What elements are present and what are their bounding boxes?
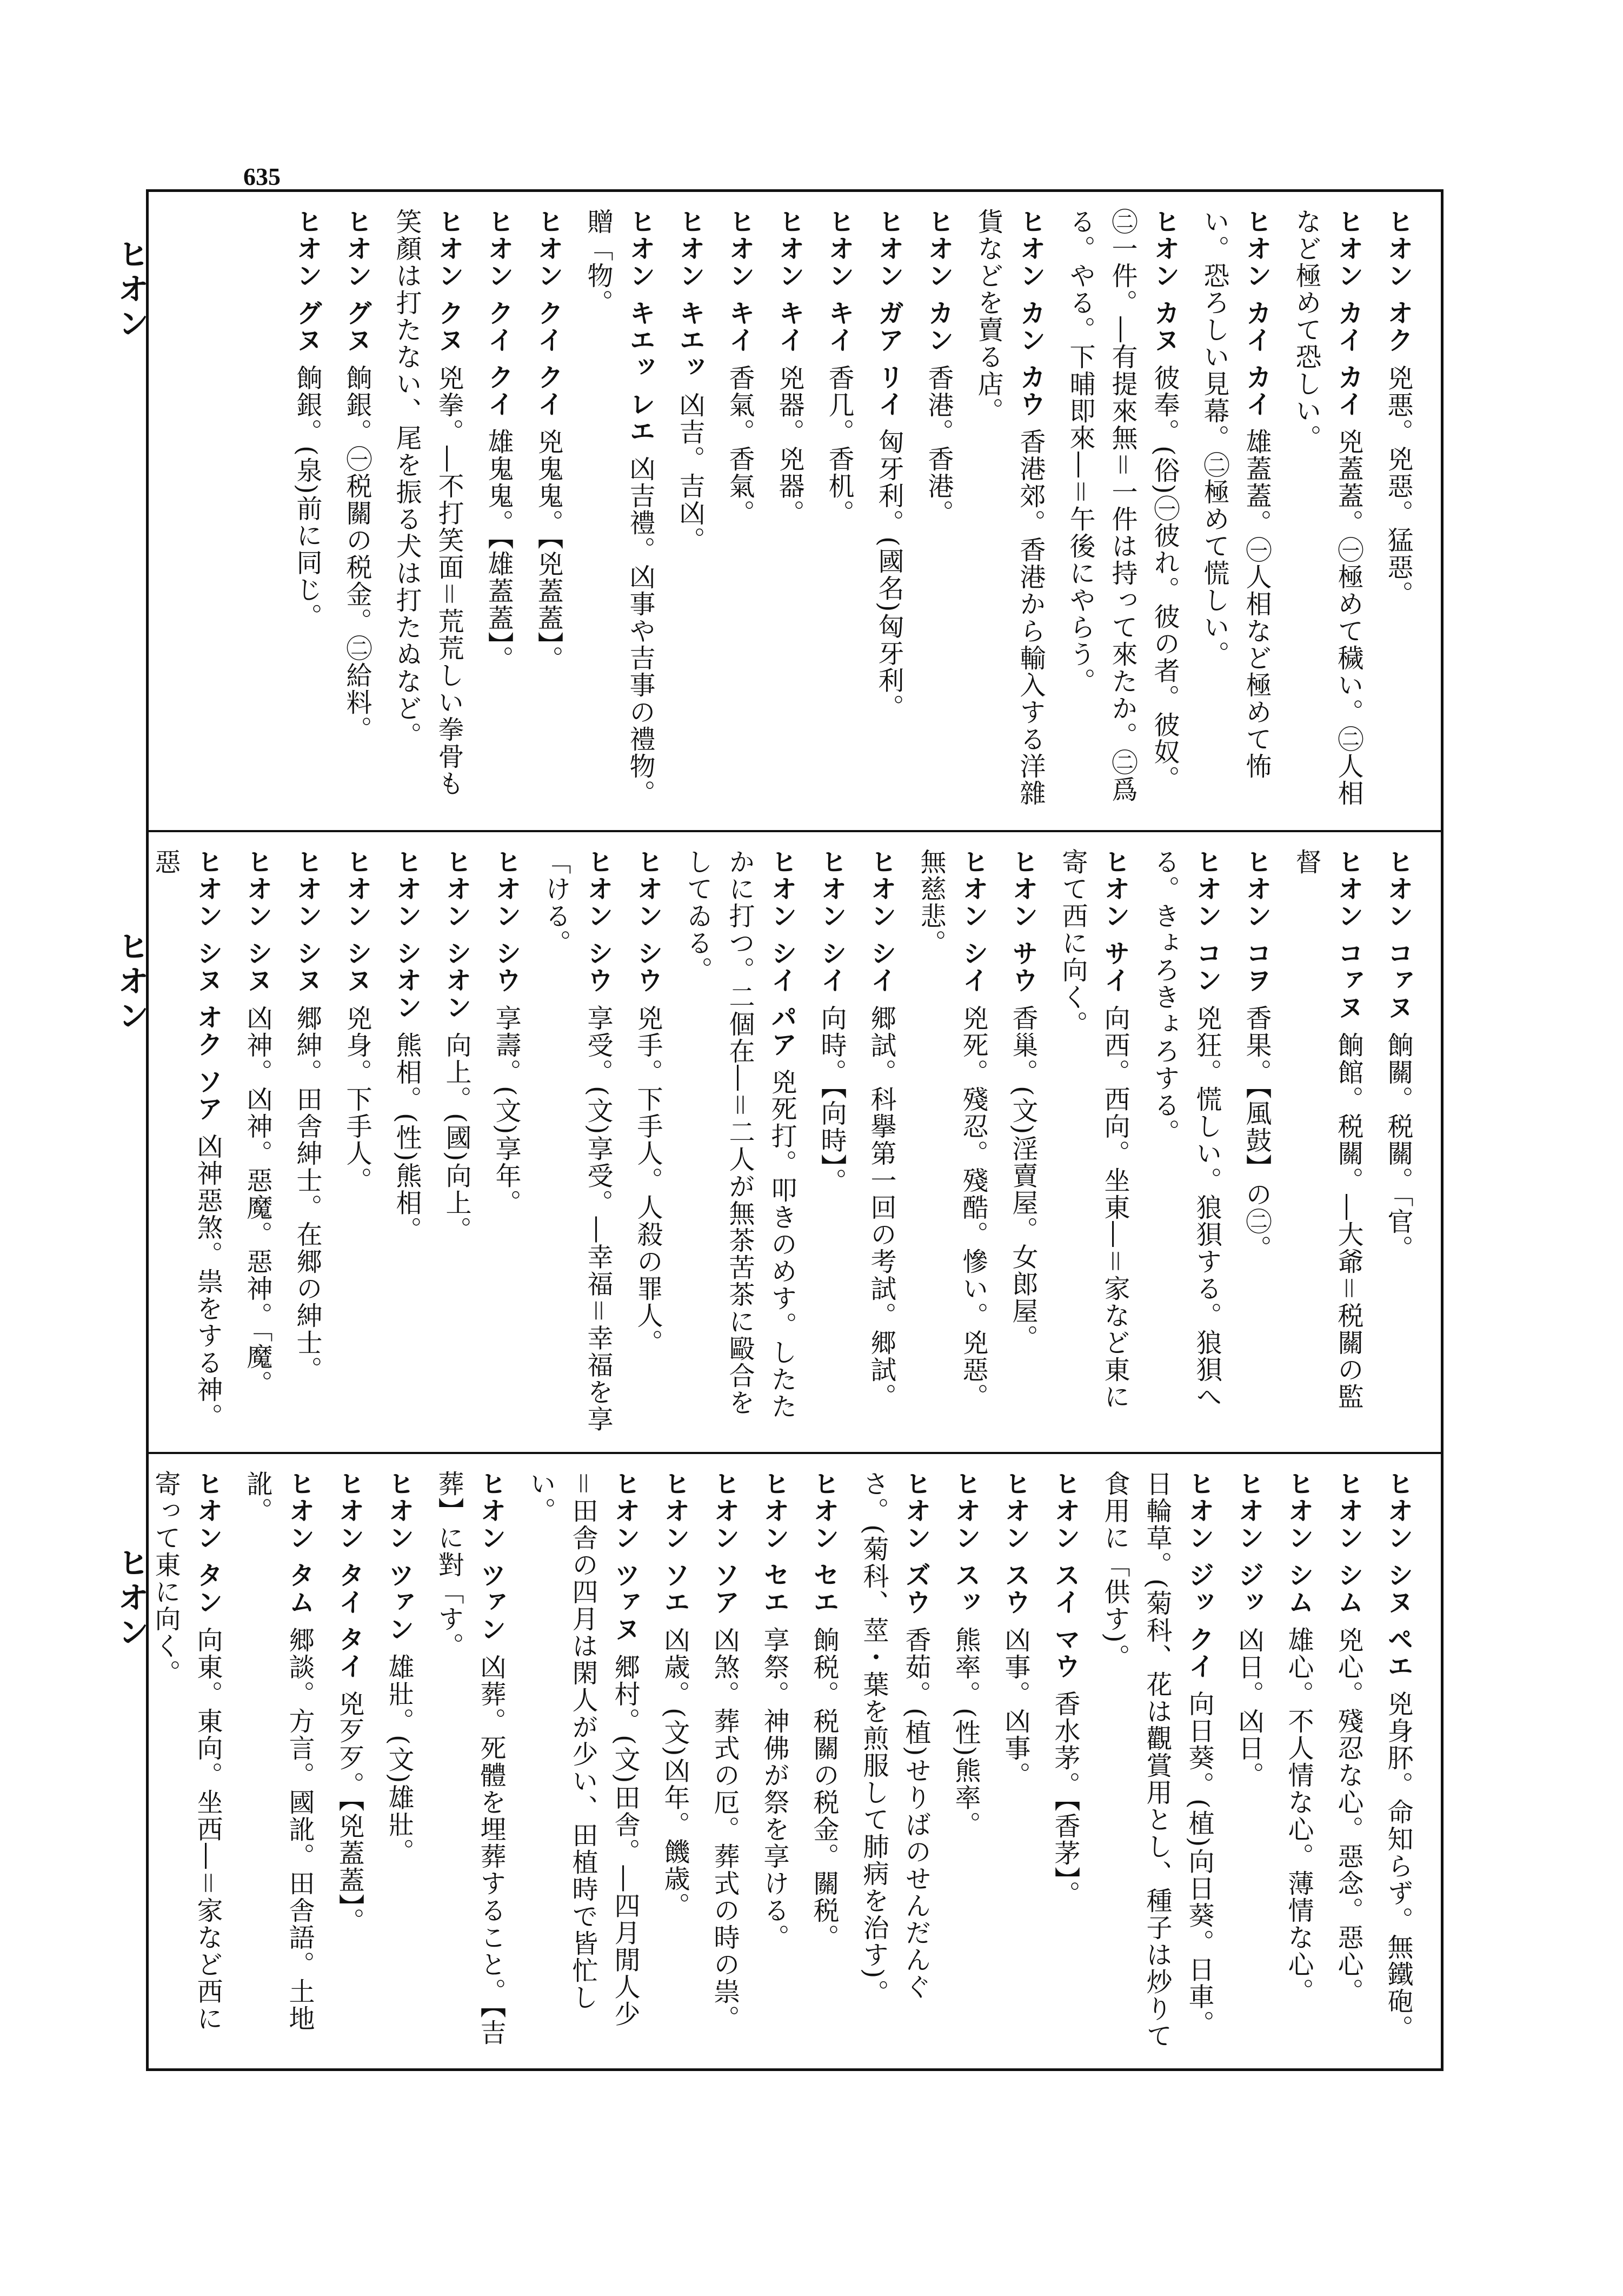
entry-body: 凶神惡煞。祟をする神。惡 [150, 848, 223, 1431]
entry-body: 享祭。神佛が祭を享ける。 [759, 1626, 789, 1951]
entry-body: 凶歳。(文)凶年。饑歳。 [660, 1626, 690, 1920]
entry-head: ヒオン スッ [950, 1470, 981, 1616]
entry-body: 享壽。(文)享年。 [491, 1004, 521, 1217]
dictionary-entry [477, 208, 520, 814]
entry-body: 向東。東向。坐西―＝家など西に寄って東に向く。 [150, 1470, 223, 2032]
entry-head: ヒオン キエッ [675, 208, 705, 381]
entry-head: ヒオン タム [284, 1470, 315, 1616]
entry-head: ヒオン タイ タイ [334, 1470, 364, 1680]
entry-head: ヒオン カン [923, 208, 954, 354]
dictionary-section-3 [149, 1452, 1441, 2068]
dictionary-entry [994, 1470, 1036, 2052]
entry-head: ヒオン シヌ [292, 848, 322, 994]
entry-head: ヒオン オク [1383, 208, 1413, 354]
entry-head: ヒオン シイ [866, 848, 896, 994]
dictionary-entry [1094, 1470, 1220, 2052]
entry-head: ヒオン コァヌ [1333, 848, 1363, 1021]
side-label-middle: ヒオン [112, 930, 149, 1034]
entry-body: 餉銀。(泉)前に同じ。 [292, 364, 322, 631]
entry-body: 郷試。科擧第一回の考試。郷試。 [866, 1004, 896, 1410]
dictionary-entry [1143, 848, 1228, 1436]
dictionary-entry [149, 1470, 229, 2052]
entry-body: 餉館。税關。―大爺＝税關の監督 [1291, 848, 1363, 1410]
entry-body: 向西。西向。坐東―＝家など東に寄て西に向く。 [1057, 848, 1130, 1410]
side-label-bottom: ヒオン [112, 1547, 149, 1650]
dictionary-entry [1377, 848, 1419, 1436]
dictionary-entry [1059, 208, 1186, 814]
entry-body: 餉税。税關の税金。關税。 [809, 1626, 839, 1951]
dictionary-entry [676, 848, 803, 1436]
entry-head: ヒオン ジッ クイ [1184, 1470, 1214, 1680]
entry-body: 凶日。凶日。 [1234, 1626, 1264, 1789]
dictionary-entry [669, 208, 711, 814]
entry-body: 兇歹歹。【兇蓋蓋】。 [334, 1690, 364, 1935]
dictionary-entry [1285, 848, 1369, 1436]
entry-head: ヒオン ツァヌ [610, 1470, 640, 1643]
dictionary-entry [860, 848, 902, 1436]
entry-body: 凶神。凶神。惡魔。惡神。「魔。 [242, 1004, 272, 1397]
entry-body: 郷談。方言。國訛。田舎語。土地訛。 [242, 1470, 315, 2032]
entry-head: ヒオン シオン [391, 848, 422, 1021]
dictionary-entry [818, 208, 860, 814]
entry-body: 餉關。税關。「官。 [1383, 1031, 1413, 1262]
dictionary-entry [810, 848, 853, 1436]
dictionary-entry [868, 208, 910, 814]
dictionary-entry [1377, 208, 1419, 814]
entry-body: 香水茅。【香茅】。 [1050, 1690, 1080, 1908]
dictionary-entry [853, 1470, 937, 2052]
entry-head: ヒオン カン カウ [1015, 208, 1046, 418]
entry-body: 向時。【向時】。 [816, 1004, 847, 1195]
dictionary-entry [236, 1470, 321, 2052]
dictionary-entry [967, 208, 1052, 814]
entry-body: 香果。【風鼓】の㊁。 [1241, 1004, 1272, 1262]
entry-body: 郷村。(文)田舎。―四月閒人少＝田舎の四月は閑人が少い、田植時で皆忙しい。 [526, 1470, 640, 2028]
entry-head: ヒオン シイ パア [767, 848, 797, 1058]
dictionary-entry [803, 1470, 845, 2052]
dictionary-entry [435, 848, 477, 1436]
entry-head: ヒオン シム [1283, 1470, 1314, 1616]
entry-body: 彼奉。(俗)㊀彼れ。彼の者。彼奴。㊁一件。―有提來無＝一件は持って來たか。㊁爲る。やる。下晡即來―＝午後にやらう。 [1065, 208, 1180, 804]
entry-body: 兇死。殘忍。殘酷。慘い。兇惡。無慈悲。 [916, 848, 988, 1410]
dictionary-entry [910, 848, 994, 1436]
dictionary-frame [146, 189, 1444, 2071]
entry-body: 兇悪。兇惡。猛惡。 [1383, 364, 1413, 608]
entry-head: ヒオン ソエ [660, 1470, 690, 1616]
dictionary-entry [917, 208, 960, 814]
dictionary-entry [1228, 1470, 1270, 2052]
entry-head: ヒオン キエッ レエ [625, 208, 655, 445]
dictionary-section-1 [149, 192, 1441, 830]
entry-body: 雄蓋蓋。㊀人相など極めて怖い。恐ろしい見幕。㊁極めて慌しい。 [1199, 208, 1272, 780]
entry-body: 兇拳。―不打笑面＝荒荒しい拳骨も笑顏は打たない、尾を振る犬は打たぬなど。 [391, 208, 464, 797]
dictionary-entry [236, 848, 278, 1436]
entry-body: 凶事。凶事。 [1000, 1626, 1030, 1789]
entry-columns [286, 208, 1419, 814]
entry-head: ヒオン シヌ [342, 848, 372, 994]
dictionary-entry [1193, 208, 1278, 814]
entry-body: 兇死打。叩きのめす。したたかに打つ。二個在―＝二人が無茶苦茶に毆合をしてゐる。 [682, 848, 797, 1421]
entry-head: ヒオン シウ [583, 848, 613, 994]
entry-body: 餉銀。㊀税關の税金。㊁給料。 [342, 364, 372, 743]
dictionary-entry [1235, 848, 1278, 1436]
entry-head: ヒオン コン [1192, 848, 1222, 994]
entry-body: 香巢。(文)淫賣屋。女郎屋。 [1008, 1004, 1038, 1352]
dictionary-entry [654, 1470, 696, 2052]
dictionary-entry [703, 1470, 746, 2052]
entry-head: ヒオン カイ カイ [1241, 208, 1272, 418]
dictionary-entry [1002, 848, 1044, 1436]
entry-head: ヒオン スウ [1000, 1470, 1030, 1616]
entry-head: ヒオン キイ [724, 208, 755, 354]
entry-head: ヒオン シヌ [242, 848, 272, 994]
entry-head: ヒオン シウ [633, 848, 663, 994]
dictionary-entry [1052, 848, 1136, 1436]
entry-body: 香茹。(植)せりばのせんだんぐさ。(菊科、莖・葉を煎服して肺病を治す)。 [859, 1470, 931, 2007]
entry-body: 向上。(國)向上。 [441, 1031, 471, 1244]
dictionary-entry [336, 208, 378, 814]
entry-head: ヒオン クヌ [434, 208, 464, 354]
entry-body: 熊率。(性)熊率。 [950, 1626, 981, 1839]
entry-body: 郷紳。田舎紳士。在郷の紳士。 [292, 1004, 322, 1383]
entry-head: ヒオン ツァン [476, 1470, 506, 1643]
entry-body: 雄壯。(文)雄壯。 [384, 1653, 414, 1866]
entry-head: ヒオン グヌ [342, 208, 372, 354]
entry-head: ヒオン シム [1333, 1470, 1363, 1616]
entry-head: ヒオン ソア [709, 1470, 740, 1616]
entry-body: 兇身。下手人。 [342, 1004, 372, 1194]
dictionary-entry [385, 848, 428, 1436]
entry-head: ヒオン セエ [809, 1470, 839, 1616]
entry-head: ヒオン コヲ [1241, 848, 1272, 994]
entry-head: ヒオン コァヌ [1383, 848, 1413, 1021]
entry-head: ヒオン シウ [491, 848, 521, 994]
entry-body: 凶葬。死體を埋葬すること。【吉葬】に對「す。 [434, 1470, 506, 2046]
dictionary-entry [385, 208, 470, 814]
entry-head: ヒオン スイ マウ [1050, 1470, 1080, 1680]
dictionary-section-2 [149, 830, 1441, 1452]
dictionary-entry [944, 1470, 987, 2052]
entry-head: ヒオン シヌ オク ソア [192, 848, 223, 1123]
entry-head: ヒオン クイ クイ [483, 208, 514, 418]
entry-head: ヒオン キイ [824, 208, 854, 354]
entry-body: 香港郊。香港から輸入する洋雜貨などを賣る店。 [973, 208, 1046, 807]
entry-body: 香几。香机。 [824, 364, 854, 527]
page-number: 635 [243, 163, 281, 190]
entry-body: 兇手。下手人。人殺の罪人。 [633, 1004, 663, 1356]
entry-head: ヒオン セエ [759, 1470, 789, 1616]
dictionary-entry [520, 1470, 646, 2052]
entry-head: ヒオン ツァン [384, 1470, 414, 1643]
entry-head: ヒオン サイ [1100, 848, 1130, 994]
entry-head: ヒオン シオン [441, 848, 471, 1021]
entry-head: ヒオン シイ [958, 848, 988, 994]
entry-body: 兇心。殘忍な心。惡念。惡心。 [1333, 1626, 1363, 2005]
dictionary-entry [627, 848, 669, 1436]
entry-body: 凶吉。吉凶。 [675, 391, 705, 554]
dictionary-entry [768, 208, 810, 814]
entry-body: 兇鬼鬼。【兇蓋蓋】。 [533, 428, 563, 673]
dictionary-entry [753, 1470, 795, 2052]
dictionary-entry [577, 208, 661, 814]
dictionary-entry [428, 1470, 512, 2052]
dictionary-entry [336, 848, 378, 1436]
dictionary-entry [286, 208, 328, 814]
entry-head: ヒオン ジッ [1234, 1470, 1264, 1616]
entry-head: ヒオン ガア リイ [874, 208, 904, 418]
entry-body: 雄鬼鬼。【雄蓋蓋】。 [483, 428, 514, 673]
dictionary-entry [149, 848, 229, 1436]
entry-head: ヒオン クイ クイ [533, 208, 563, 418]
entry-body: 凶煞。葬式の厄。葬式の時の祟。 [709, 1626, 740, 2032]
dictionary-entry [1285, 208, 1369, 814]
entry-body: 享受。(文)享受。―幸福＝幸福を享「ける。 [541, 848, 613, 1433]
entry-head: ヒオン サウ [1008, 848, 1038, 994]
entry-body: 兇身肧。命知らず。無鐵砲。 [1383, 1690, 1413, 2042]
entry-head: ヒオン カヌ [1149, 208, 1180, 354]
dictionary-entry [328, 1470, 370, 2052]
entry-body: 兇狂。慌しい。狼狽する。狼狽へる。きょろきょろする。 [1149, 848, 1222, 1410]
entry-columns [149, 1470, 1419, 2052]
entry-body: 香港。香港。 [923, 364, 954, 527]
dictionary-entry [719, 208, 761, 814]
dictionary-entry [1278, 1470, 1320, 2052]
dictionary-entry [1327, 1470, 1369, 2052]
entry-body: 兇蓋蓋。㊀極めて穢い。㊁人相など極めて恐しい。 [1291, 208, 1363, 807]
entry-body: 向日葵。(植)向日葵。日車。日輪草。(菊科、花は觀賞用とし、種子は炒りて食用に「供す)。 [1100, 1470, 1214, 2049]
dictionary-entry [535, 848, 619, 1436]
entry-body: 兇器。兇器。 [774, 364, 804, 527]
side-label-top: ヒオン [112, 238, 149, 342]
entry-head: ヒオン シイ [816, 848, 847, 994]
entry-body: 熊相。(性)熊相。 [391, 1031, 422, 1244]
entry-body: 香氣。香氣。 [724, 364, 755, 527]
entry-head: ヒオン カイ カイ [1333, 208, 1363, 418]
entry-head: ヒオン グヌ [292, 208, 322, 354]
entry-head: ヒオン キイ [774, 208, 804, 354]
entry-head: ヒオン シヌ ペエ [1383, 1470, 1413, 1680]
entry-columns [149, 848, 1419, 1436]
entry-head: ヒオン ズウ [901, 1470, 931, 1616]
entry-body: 雄心。不人情な心。薄情な心。 [1283, 1626, 1314, 2005]
entry-body: 匈牙利。(國名)匈牙利。 [874, 428, 904, 721]
dictionary-entry [485, 848, 527, 1436]
dictionary-entry [378, 1470, 420, 2052]
dictionary-entry [1377, 1470, 1419, 2052]
entry-head: ヒオン タン [192, 1470, 223, 1616]
entry-body: 凶吉禮。凶事や吉事の禮物。贈「物。 [583, 208, 655, 807]
dictionary-entry [286, 848, 328, 1436]
dictionary-entry [527, 208, 569, 814]
dictionary-entry [1044, 1470, 1086, 2052]
